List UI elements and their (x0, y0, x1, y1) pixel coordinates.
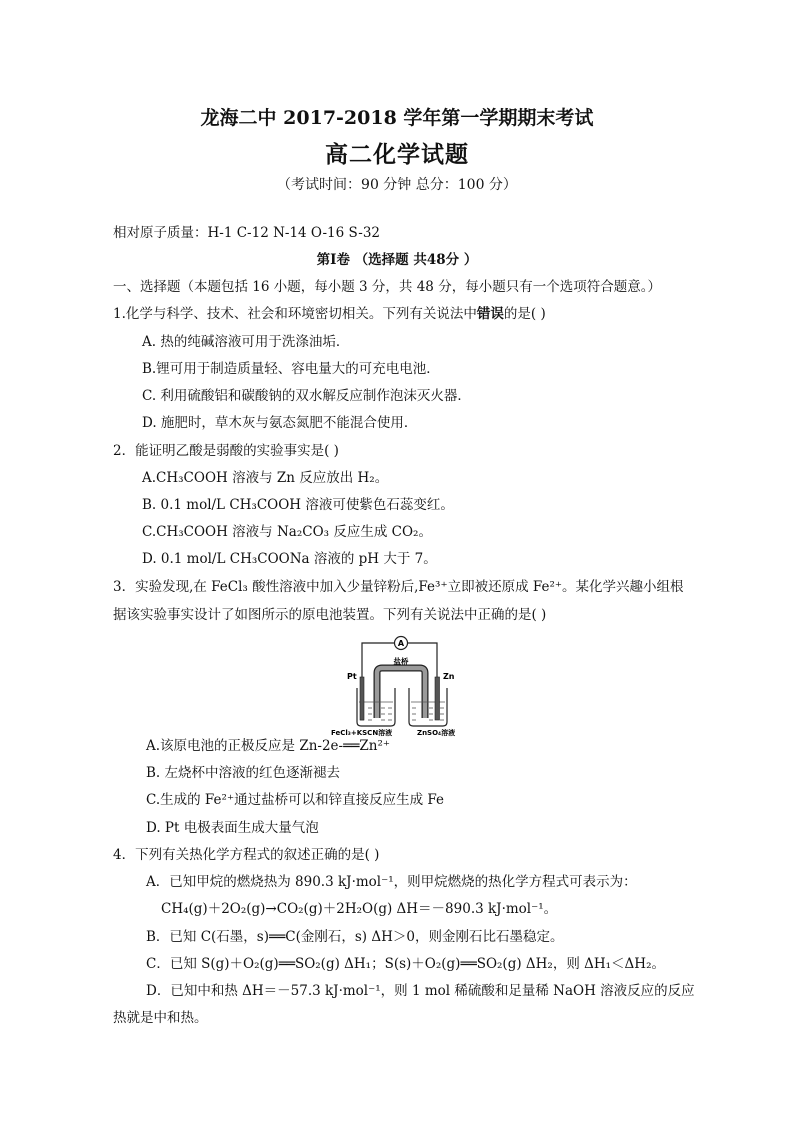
question-1-emphasis: 错误 (476, 306, 504, 322)
question-1-stem-end: 的是( ) (503, 306, 546, 322)
question-1-stem-text: 1.化学与科学、技术、社会和环境密切相关。下列有关说法中 (113, 306, 477, 322)
subject-title: 高二化学试题 (325, 141, 469, 168)
question-2-option-a: A.CH₃COOH 溶液与 Zn 反应放出 H₂。 (142, 470, 389, 486)
question-1-option-d: D. 施肥时，草木灰与氨态氮肥不能混合使用． (142, 415, 418, 431)
question-4-option-b: B．已知 C(石墨，s)══C(金刚石，s) ΔH＞0，则金刚石比石墨稳定。 (146, 929, 564, 945)
exam-info: （考试时间：90 分钟 总分：100 分） (277, 177, 517, 193)
question-4-option-a-line1: A．已知甲烷的燃烧热为 890.3 kJ·mol⁻¹，则甲烷燃烧的热化学方程式可表示为： (146, 874, 637, 890)
salt-bridge-label: 盐桥 (393, 657, 409, 666)
section-title: 第Ⅰ卷 （选择题 共48分 ） (316, 252, 478, 268)
question-1-option-c: C. 利用硫酸铝和碳酸钠的双水解反应制作泡沫灭火器． (142, 388, 471, 404)
question-3-option-c: C.生成的 Fe²⁺通过盐桥可以和锌直接反应生成 Fe (146, 792, 444, 808)
salt-bridge-fill (377, 668, 425, 718)
zn-electrode (435, 677, 440, 720)
question-2-stem: 2．能证明乙酸是弱酸的实验事实是( ) (113, 443, 339, 459)
question-2-option-d: D. 0.1 mol/L CH₃COONa 溶液的 pH 大于 7。 (142, 551, 437, 567)
left-solution-label: FeCl₃+KSCN溶液 (331, 729, 393, 737)
question-3-stem-line2: 据该实验事实设计了如图所示的原电池装置。下列有关说法中正确的是( ) (113, 607, 547, 623)
question-1-stem (113, 305, 546, 323)
question-2-option-b: B. 0.1 mol/L CH₃COOH 溶液可使紫色石蕊变红。 (142, 497, 454, 513)
question-1-option-b: B.锂可用于制造质量轻、容电量大的可充电电池． (142, 361, 440, 377)
question-4-option-a-line2: CH₄(g)＋2O₂(g)→CO₂(g)＋2H₂O(g) ΔH＝－890.3 kJ·mol⁻¹。 (161, 901, 558, 917)
pt-electrode (360, 677, 364, 720)
question-4-option-d-line1: D．已知中和热 ΔH＝－57.3 kJ·mol⁻¹，则 1 mol 稀硫酸和足量稀 NaOH 溶液反应的反应 (146, 983, 695, 999)
question-4-stem: 4．下列有关热化学方程式的叙述正确的是( ) (113, 847, 380, 863)
question-4-option-c: C．已知 S(g)＋O₂(g)══SO₂(g) ΔH₁；S(s)＋O₂(g)══SO₂(g) ΔH₂，则 ΔH₁＜ΔH₂。 (146, 956, 665, 972)
question-3-option-d: D. Pt 电极表面生成大量气泡 (146, 820, 319, 836)
galvanic-cell-diagram (325, 632, 475, 737)
exam-title: 龙海二中 2017-2018 学年第一学期期末考试 (200, 107, 594, 129)
right-solution-label: ZnSO₄溶液 (417, 729, 456, 737)
question-1-option-a: A. 热的纯碱溶液可用于洗涤油垢． (142, 334, 350, 350)
question-3-stem-line1: 3．实验发现,在 FeCl₃ 酸性溶液中加入少量锌粉后,Fe³⁺立即被还原成 Fe²⁺。某化学兴趣小组根 (113, 579, 684, 595)
zn-label: Zn (443, 672, 455, 681)
pt-label: Pt (347, 672, 357, 681)
question-3-option-b: B. 左烧杯中溶液的红色逐渐褪去 (146, 765, 341, 781)
section-instructions: 一、选择题（本题包括 16 小题，每小题 3 分，共 48 分，每小题只有一个选项符合题意。） (113, 279, 661, 295)
ammeter-label: A (397, 639, 405, 648)
salt-bridge-outer (377, 668, 425, 718)
question-3-option-a: A.该原电池的正极反应是 Zn-2e-══Zn²⁺ (146, 738, 390, 754)
question-4-option-d-line2: 热就是中和热。 (113, 1010, 208, 1026)
atomic-masses: 相对原子质量：H-1 C-12 N-14 O-16 S-32 (113, 225, 380, 241)
question-2-option-c: C.CH₃COOH 溶液与 Na₂CO₃ 反应生成 CO₂。 (142, 524, 432, 540)
